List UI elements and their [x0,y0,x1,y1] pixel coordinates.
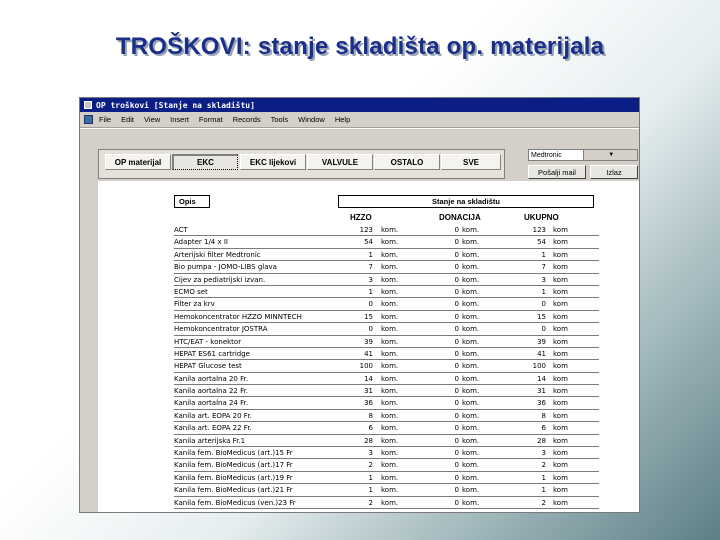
donation-qty: 0 [454,473,459,482]
hzzo-qty: 0 [368,300,373,309]
record-selector-strip [80,181,98,513]
donation-qty: 0 [454,226,459,234]
hzzo-qty: 3 [368,449,373,458]
donation-qty: 0 [454,312,459,321]
tab-ekc-lijekovi[interactable]: EKC lijekovi [240,154,306,170]
donation-qty: 0 [454,337,459,346]
item-name: Kanila aortalna 22 Fr. [174,387,249,396]
menu-format[interactable]: Format [198,115,223,124]
total-qty: 28 [537,436,546,445]
donation-unit: kom. [462,349,480,358]
donation-qty: 0 [454,263,459,272]
hzzo-qty: 3 [368,275,373,284]
total-unit: kom [553,436,568,445]
total-unit: kom [553,250,568,259]
donation-qty: 0 [454,349,459,358]
hzzo-unit: kom. [381,362,399,371]
hzzo-qty: 14 [364,374,373,383]
hzzo-unit: kom. [381,312,399,321]
table-row[interactable] [174,385,599,397]
table-row[interactable] [174,497,599,509]
category-tabs [98,149,505,179]
total-qty: 15 [537,312,546,321]
donation-unit: kom. [462,374,480,383]
table-row[interactable] [174,435,599,447]
item-name: Cijev za pediatrijski izvan. [174,275,266,284]
supplier-select-value: Medtronic [531,151,562,159]
hzzo-qty: 123 [359,226,373,234]
donation-qty: 0 [454,436,459,445]
donation-qty: 0 [454,287,459,296]
hzzo-unit: kom. [381,250,399,259]
total-unit: kom [553,424,568,433]
app-window [79,97,640,513]
total-unit: kom [553,325,568,334]
item-name: ECMO set [174,287,208,296]
window-titlebar[interactable] [80,98,639,112]
donation-qty: 0 [454,498,459,507]
donation-qty: 0 [454,387,459,396]
slide-title: TROŠKOVI: stanje skladišta op. materijala [115,33,605,60]
item-name: Filter za krv [174,300,215,309]
hzzo-unit: kom. [381,325,399,334]
item-name: Adapter 1/4 x II [174,238,228,247]
menu-file[interactable]: File [99,115,112,124]
table-row[interactable] [174,311,599,323]
item-name: Kanila art. EOPA 22 Fr. [174,424,252,433]
donation-unit: kom. [462,337,480,346]
total-unit: kom [553,349,568,358]
menu-window[interactable]: Window [298,115,325,124]
donation-unit: kom. [462,300,480,309]
hzzo-qty: 36 [364,399,373,408]
menu-records[interactable]: Records [232,115,261,124]
menu-bar [80,112,639,128]
total-unit: kom [553,287,568,296]
hzzo-unit: kom. [381,498,399,507]
total-qty: 41 [537,349,546,358]
hzzo-qty: 2 [368,461,373,470]
donation-unit: kom. [462,226,480,234]
donation-qty: 0 [454,449,459,458]
hzzo-unit: kom. [381,238,399,247]
donation-unit: kom. [462,287,480,296]
form-icon[interactable] [84,115,93,124]
col-hzzo: HZZO [350,213,372,222]
donation-qty: 0 [454,238,459,247]
menu-help[interactable]: Help [334,115,351,124]
donation-unit: kom. [462,387,480,396]
table-row[interactable] [174,286,599,298]
item-name: Kanila fem. BioMedicus (art.)19 Fr [174,473,293,482]
hzzo-unit: kom. [381,226,399,234]
donation-unit: kom. [462,250,480,259]
total-unit: kom [553,300,568,309]
hzzo-unit: kom. [381,300,399,309]
total-unit: kom [553,486,568,495]
hzzo-qty: 7 [368,263,373,272]
item-name: Hemokoncentrator HZZO MINNTECH [174,312,302,321]
total-qty: 31 [537,387,546,396]
hzzo-unit: kom. [381,263,399,272]
donation-unit: kom. [462,424,480,433]
hzzo-qty: 31 [364,387,373,396]
donation-unit: kom. [462,411,480,420]
table-row[interactable] [174,373,599,385]
hzzo-qty: 1 [368,486,373,495]
table-row[interactable] [174,336,599,348]
opis-header: Opis [174,195,210,208]
donation-qty: 0 [454,424,459,433]
hzzo-qty: 100 [359,362,373,371]
table-row[interactable] [174,261,599,273]
hzzo-unit: kom. [381,473,399,482]
stock-table [174,224,599,509]
table-row[interactable] [174,298,599,310]
item-name: Kanila fem. BioMedicus (art.)15 Fr [174,449,293,458]
supplier-select[interactable] [528,149,638,161]
hzzo-qty: 8 [368,411,373,420]
table-row[interactable] [174,484,599,496]
total-qty: 1 [541,486,546,495]
col-donacija: DONACIJA [439,213,481,222]
donation-unit: kom. [462,473,480,482]
donation-unit: kom. [462,325,480,334]
window-title: OP troškovi [Stanje na skladištu] [96,100,255,110]
total-qty: 123 [532,226,546,234]
donation-qty: 0 [454,275,459,284]
total-qty: 36 [537,399,546,408]
total-qty: 8 [541,411,546,420]
table-row[interactable] [174,410,599,422]
item-name: Kanila fem. BioMedicus (art.)17 Fr [174,461,293,470]
send-mail-button[interactable]: Pošalji mail [528,165,586,179]
hzzo-qty: 1 [368,287,373,296]
item-name: ACT [174,226,188,234]
hzzo-qty: 54 [364,238,373,247]
donation-qty: 0 [454,250,459,259]
exit-button[interactable]: Izlaz [590,165,638,179]
menu-view[interactable]: View [144,115,161,124]
menu-insert[interactable]: Insert [170,115,189,124]
table-row[interactable] [174,249,599,261]
table-row[interactable] [174,447,599,459]
donation-unit: kom. [462,238,480,247]
table-row[interactable] [174,348,599,360]
hzzo-unit: kom. [381,349,399,358]
chevron-down-icon[interactable]: ▼ [583,150,638,160]
hzzo-unit: kom. [381,399,399,408]
donation-qty: 0 [454,325,459,334]
table-row[interactable] [174,224,599,236]
table-row[interactable] [174,472,599,484]
item-name: HEPAT ES61 cartridge [174,349,250,358]
total-unit: kom [553,387,568,396]
donation-qty: 0 [454,486,459,495]
hzzo-unit: kom. [381,287,399,296]
donation-qty: 0 [454,399,459,408]
donation-unit: kom. [462,312,480,321]
hzzo-qty: 0 [368,325,373,334]
stock-header: Stanje na skladištu [338,195,594,208]
total-qty: 0 [541,325,546,334]
item-name: Kanila aortalna 20 Fr. [174,374,249,383]
total-qty: 1 [541,250,546,259]
total-unit: kom [553,473,568,482]
total-qty: 1 [541,287,546,296]
hzzo-qty: 1 [368,473,373,482]
total-qty: 39 [537,337,546,346]
total-qty: 54 [537,238,546,247]
total-unit: kom [553,399,568,408]
donation-unit: kom. [462,399,480,408]
item-name: Kanila fem. BioMedicus (ven.)23 Fr [174,498,296,507]
total-unit: kom [553,461,568,470]
total-unit: kom [553,263,568,272]
donation-qty: 0 [454,300,459,309]
donation-qty: 0 [454,374,459,383]
item-name: Hemokoncentrator JOSTRA [174,325,268,334]
total-unit: kom [553,374,568,383]
item-name: Kanila aortalna 24 Fr. [174,399,249,408]
item-name: Kanila art. EOPA 20 Fr. [174,411,252,420]
form-content [80,129,640,513]
hzzo-unit: kom. [381,449,399,458]
total-qty: 0 [541,300,546,309]
total-unit: kom [553,275,568,284]
hzzo-unit: kom. [381,275,399,284]
hzzo-unit: kom. [381,486,399,495]
menu-edit[interactable]: Edit [121,115,135,124]
total-unit: kom [553,411,568,420]
total-qty: 7 [541,263,546,272]
item-name: HTC/EAT - konektor [174,337,242,346]
item-name: Bio pumpa - JOMO-LIBS glava [174,263,277,272]
hzzo-qty: 15 [364,312,373,321]
table-row[interactable] [174,459,599,471]
hzzo-unit: kom. [381,337,399,346]
total-unit: kom [553,498,568,507]
tab-op-materijal[interactable]: OP materijal [105,154,171,170]
tab-ekc[interactable]: EKC [172,154,238,170]
total-unit: kom [553,226,568,234]
donation-unit: kom. [462,362,480,371]
donation-qty: 0 [454,461,459,470]
total-qty: 3 [541,449,546,458]
total-qty: 6 [541,424,546,433]
hzzo-qty: 2 [368,498,373,507]
hzzo-unit: kom. [381,387,399,396]
menu-tools[interactable]: Tools [270,115,289,124]
donation-unit: kom. [462,263,480,272]
donation-unit: kom. [462,436,480,445]
hzzo-unit: kom. [381,411,399,420]
total-unit: kom [553,238,568,247]
item-name: Kanila fem. BioMedicus (art.)21 Fr [174,486,293,495]
table-row[interactable] [174,422,599,434]
hzzo-qty: 6 [368,424,373,433]
hzzo-unit: kom. [381,436,399,445]
hzzo-qty: 28 [364,436,373,445]
total-qty: 14 [537,374,546,383]
donation-unit: kom. [462,486,480,495]
total-qty: 1 [541,473,546,482]
total-qty: 100 [532,362,546,371]
item-name: Arterijski filter Medtronic [174,250,261,259]
app-icon [84,101,92,109]
donation-qty: 0 [454,362,459,371]
col-ukupno: UKUPNO [524,213,559,222]
hzzo-qty: 39 [364,337,373,346]
item-name: Kanila arterijska Fr.1 [174,436,246,445]
hzzo-qty: 1 [368,250,373,259]
table-row[interactable] [174,323,599,335]
table-row[interactable] [174,236,599,248]
total-qty: 3 [541,275,546,284]
donation-qty: 0 [454,411,459,420]
donation-unit: kom. [462,461,480,470]
hzzo-unit: kom. [381,461,399,470]
table-row[interactable] [174,397,599,409]
total-unit: kom [553,362,568,371]
total-qty: 2 [541,498,546,507]
tab-valvule[interactable]: VALVULE [307,154,373,170]
total-qty: 2 [541,461,546,470]
table-row[interactable] [174,274,599,286]
total-unit: kom [553,312,568,321]
tab-sve[interactable]: SVE [441,154,501,170]
donation-unit: kom. [462,498,480,507]
hzzo-unit: kom. [381,424,399,433]
table-row[interactable] [174,360,599,372]
hzzo-unit: kom. [381,374,399,383]
total-unit: kom [553,337,568,346]
donation-unit: kom. [462,449,480,458]
hzzo-qty: 41 [364,349,373,358]
item-name: HEPAT Glucose test [174,362,242,371]
tab-ostalo[interactable]: OSTALO [374,154,440,170]
total-unit: kom [553,449,568,458]
donation-unit: kom. [462,275,480,284]
